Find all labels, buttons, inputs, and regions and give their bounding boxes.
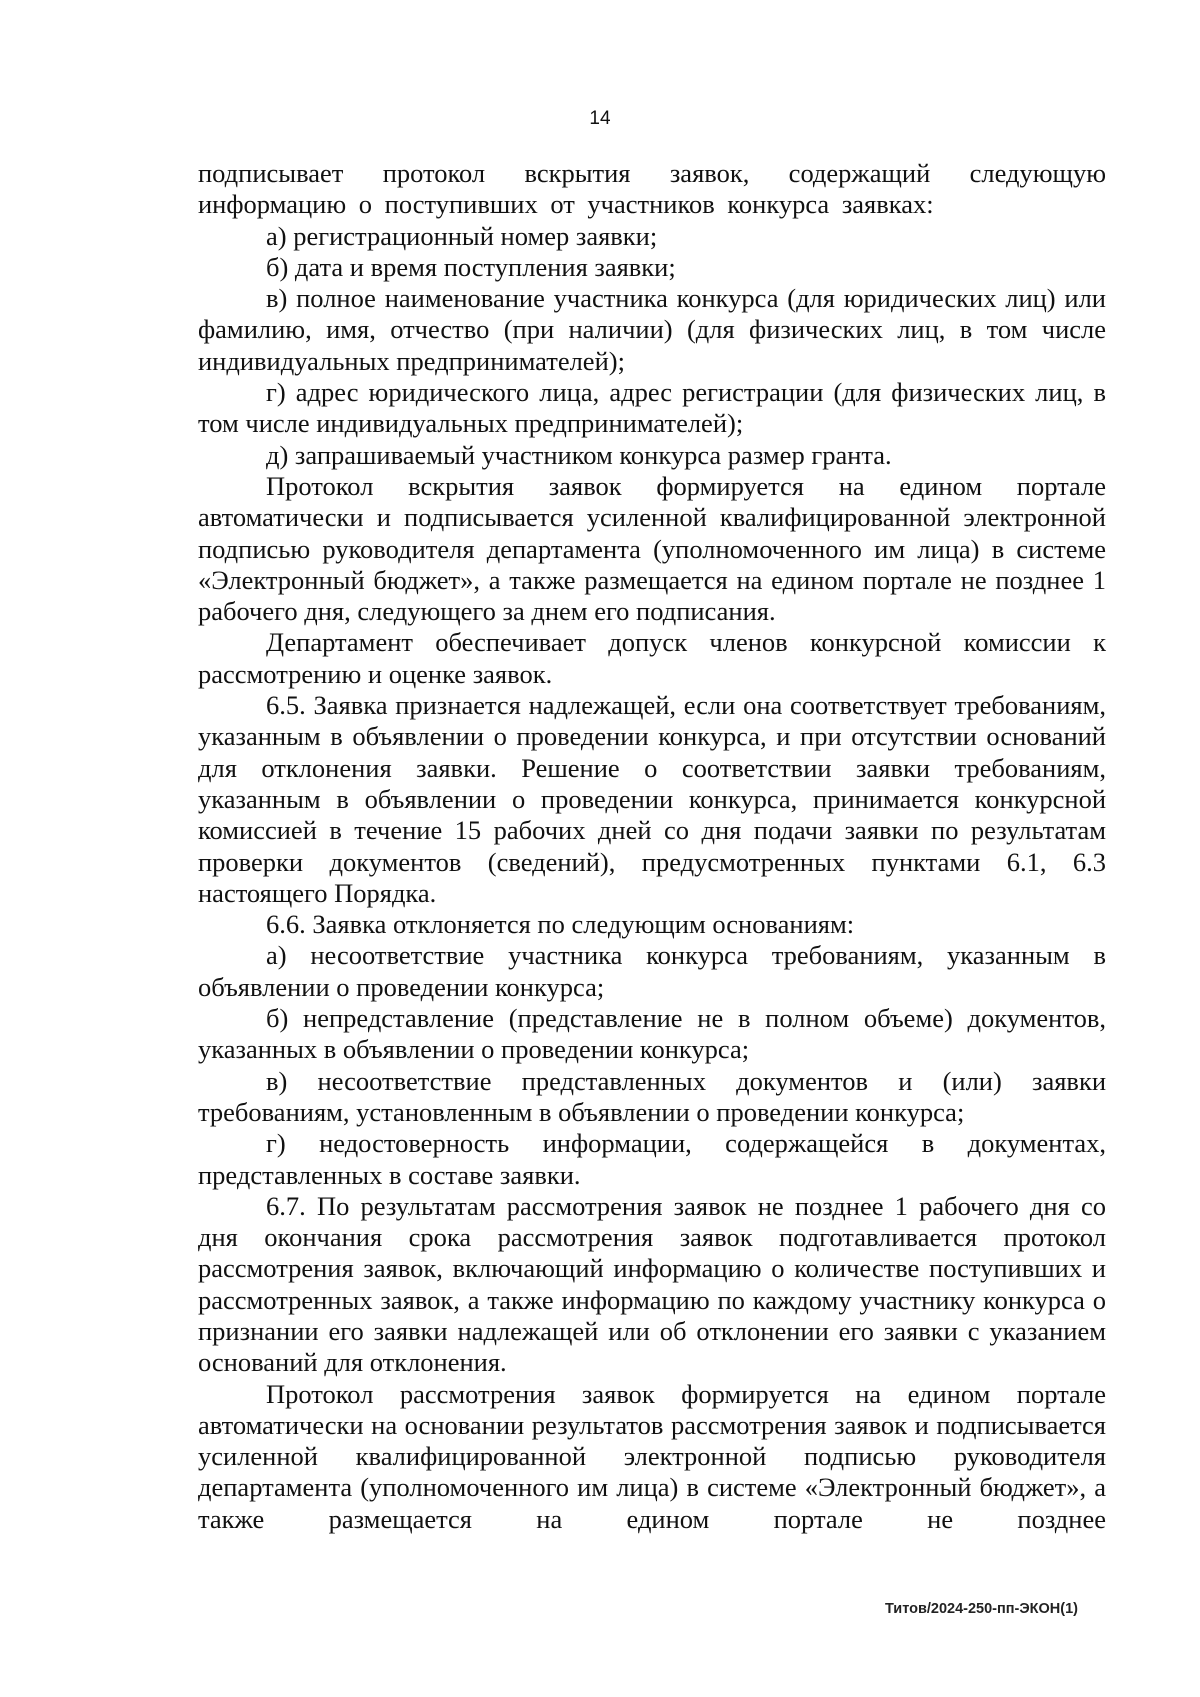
paragraph-6-5: 6.5. Заявка признается надлежащей, если она соответствует требованиям, указанным в объявлении о проведении конкурса, и при отсутствии оснований для отклонения заявки. Решение о соответствии заявки требованиям, указанным в объявлении о проведении конкурса, принимается конкурсной комиссией в течение 15 рабочих дней со дня подачи заявки по результатам проверки документов (сведений), предусмотренных пунктами 6.1, 6.3 настоящего Порядка. xyxy=(198,690,1106,908)
list-item-a-registration-number: а) регистрационный номер заявки; xyxy=(266,220,658,251)
paragraph-commission-access: Департамент обеспечивает допуск членов конкурсной комиссии к рассмотрению и оценке заявок. xyxy=(198,627,1106,689)
paragraph-6-7: 6.7. По результатам рассмотрения заявок не позднее 1 рабочего дня со дня окончания срока рассмотрения заявок подготавливается протокол рассмотрения заявок, включающий информацию о количестве поступивших и рассмотренных заявок, а также информацию по каждому участнику конкурса о признании его заявки надлежащей или об отклонении его заявки с указанием оснований для отклонения. xyxy=(198,1190,1106,1378)
list-item-b-date-time: б) дата и время поступления заявки; xyxy=(266,251,676,282)
list-item-d-grant-size: д) запрашиваемый участником конкурса размер гранта. xyxy=(266,439,892,470)
paragraph-review-protocol-signing: Протокол рассмотрения заявок формируется на едином портале автоматически на основании результатов рассмотрения заявок и подписывается усиленной квалифицированной электронной подписью руководителя департамента (уполномоченного им лица) в системе «Электронный бюджет», а также размещается на едином портале не позднее xyxy=(198,1378,1106,1534)
paragraph-protocol-opening: подписывает протокол вскрытия заявок, содержащий следующую информацию о поступивших от участников конкурса заявках: xyxy=(198,158,1106,220)
paragraph-opening-protocol-signing: Протокол вскрытия заявок формируется на едином портале автоматически и подписывается усиленной квалифицированной электронной подписью руководителя департамента (уполномоченного им лица) в системе «Электронный бюджет», а также размещается на едином портале не позднее 1 рабочего дня, следующего за днем его подписания. xyxy=(198,470,1106,627)
list-item-v-participant-name: в) полное наименование участника конкурса (для юридических лиц) или фамилию, имя, отчество (при наличии) (для физических лиц, в том числе индивидуальных предпринимателей); xyxy=(198,283,1106,376)
rejection-reason-v: в) несоответствие представленных документов и (или) заявки требованиям, установленным в объявлении о проведении конкурса; xyxy=(198,1065,1106,1127)
list-item-g-address: г) адрес юридического лица, адрес регистрации (для физических лиц, в том числе индивидуальных предпринимателей); xyxy=(198,377,1106,439)
rejection-reason-g: г) недостоверность информации, содержащейся в документах, представленных в составе заявки. xyxy=(198,1128,1106,1190)
rejection-reason-b: б) непредставление (представление не в полном объеме) документов, указанных в объявлении о проведении конкурса; xyxy=(198,1003,1106,1065)
page-number: 14 xyxy=(589,108,611,129)
rejection-reason-a: а) несоответствие участника конкурса требованиям, указанным в объявлении о проведении конкурса; xyxy=(198,940,1106,1002)
paragraph-6-6: 6.6. Заявка отклоняется по следующим основаниям: xyxy=(266,909,855,940)
document-body xyxy=(198,158,1106,1535)
document-registration-code: Титов/2024-250-пп-ЭКОН(1) xyxy=(884,1601,1078,1617)
